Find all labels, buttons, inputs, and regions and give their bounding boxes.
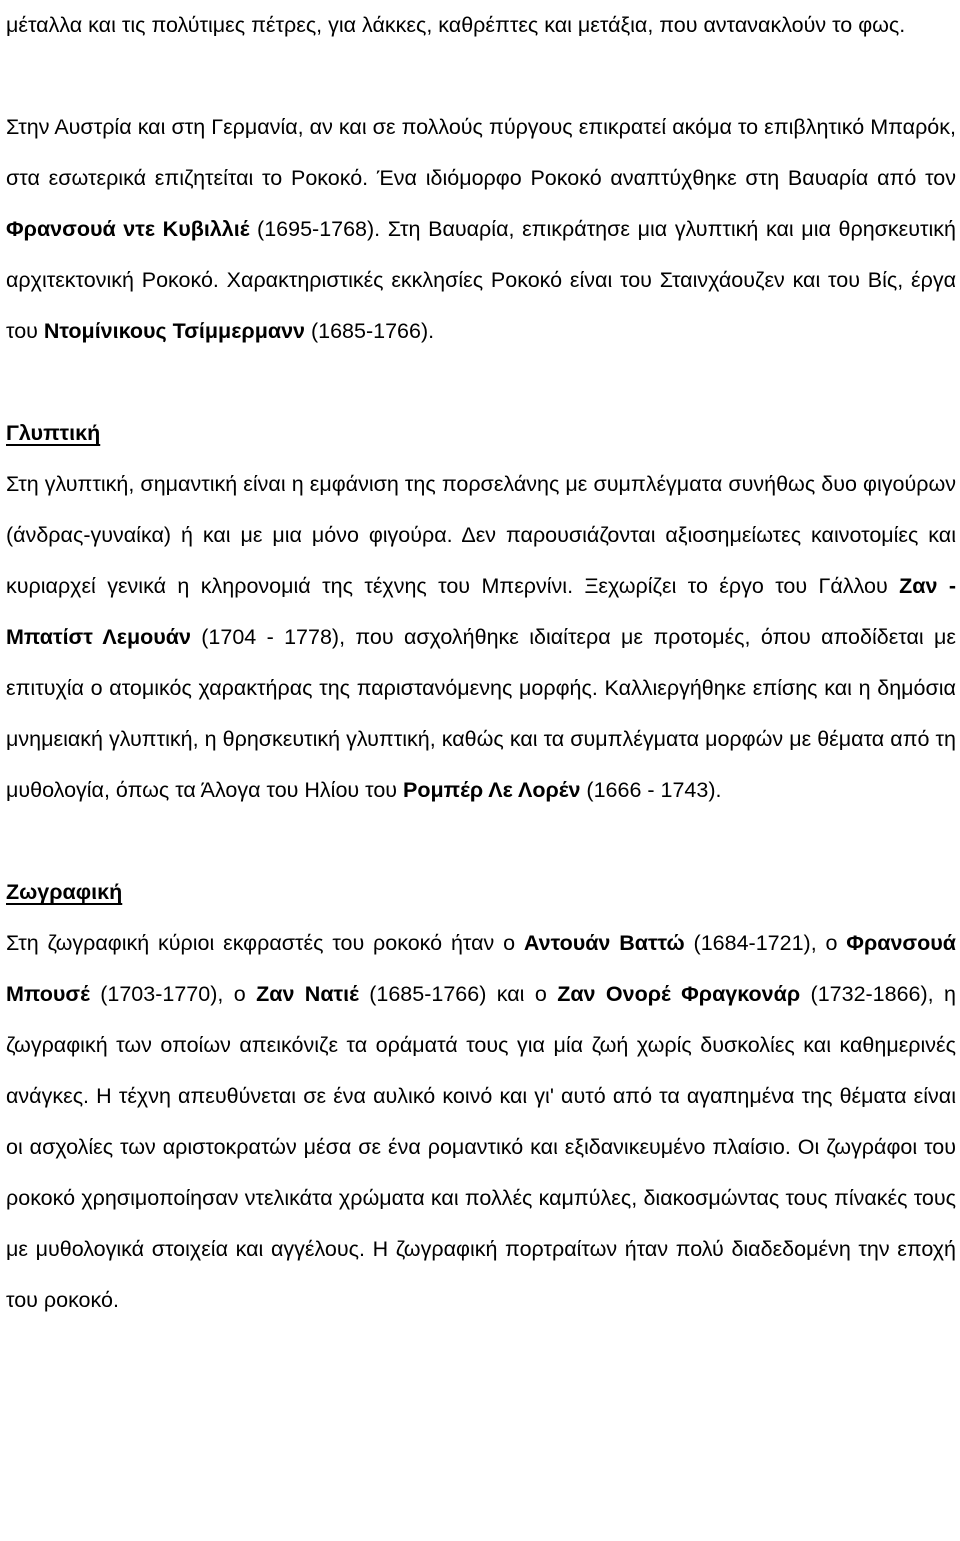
- painting-text: (1684-1721), ο: [684, 931, 847, 955]
- paragraph-spacer: [6, 816, 956, 867]
- name-fragonard: Ζαν Ονορέ Φραγκονάρ: [557, 982, 801, 1006]
- architecture-text: (1685-1766).: [305, 319, 435, 343]
- architecture-text: Στην Αυστρία και στη Γερμανία, αν και σε πολλούς πύργους επικρατεί ακόμα το επιβλητικό Μπαρόκ, στα εσωτερικά επιζητείται το Ροκοκό. Ένα ιδιόμορφο Ροκοκό αναπτύχθηκε στη Βαυαρία από τον: [6, 115, 956, 190]
- architecture-paragraph: [6, 102, 956, 357]
- name-boucher: Φρανσουά Μπουσέ: [6, 931, 956, 1006]
- sculpture-text: (1704 - 1778), που ασχολήθηκε ιδιαίτερα με προτομές, όπου αποδίδεται με επιτυχία ο ατομικός χαρακτήρας της παριστανόμενης μορφής. Καλλιεργήθηκε επίσης και η δημόσια μνημειακή γλυπτική, η θρησκευτική γλυπτική, καθώς και τα συμπλέγματα μορφών με θέματα από τη μυθολογία, όπως τα Άλογα του Ηλίου του: [6, 625, 956, 802]
- name-watteau: Αντουάν Βαττώ: [523, 931, 685, 955]
- intro-text: μέταλλα και τις πολύτιμες πέτρες, για λάκκες, καθρέπτες και μετάξια, που αντανακλούν το φως.: [6, 13, 906, 37]
- intro-paragraph: [6, 0, 956, 51]
- name-lemoyne: Ζαν - Μπατίστ Λεμουάν: [6, 574, 956, 649]
- sculpture-paragraph: [6, 459, 956, 816]
- sculpture-text: (1666 - 1743).: [580, 778, 722, 802]
- name-cuvillies: Φρανσουά ντε Κυβιλλιέ: [6, 217, 250, 241]
- painting-text: (1732-1866), η ζωγραφική των οποίων απεικόνιζε τα οράματά τους για μία ζωή χωρίς δυσκολίες και καθημερινές ανάγκες. Η τέχνη απευθύνεται σε ένα αυλικό κοινό και γι' αυτό από τα αγαπημένα της θέματα είναι οι ασχολίες των αριστοκρατών μέσα σε ένα ρομαντικό και εξιδανικευμένο πλαίσιο. Οι ζωγράφοι του ροκοκό χρησιμοποίησαν ντελικάτα χρώματα και πολλές καμπύλες, διακοσμώντας τους πίνακές τους με μυθολογικά στοιχεία και αγγέλους. Η ζωγραφική πορτραίτων ήταν πολύ διαδεδομένη την εποχή του ροκοκό.: [6, 982, 957, 1312]
- sculpture-text: Στη γλυπτική, σημαντική είναι η εμφάνιση της πορσελάνης με συμπλέγματα συνήθως δυο φιγούρων (άνδρας-γυναίκα) ή και με μια μόνο φιγούρα. Δεν παρουσιάζονται αξιοσημείωτες καινοτομίες και κυριαρχεί γενικά η κληρονομιά της τέχνης του Μπερνίνι. Ξεχωρίζει το έργο του Γάλλου: [6, 472, 956, 598]
- painting-text: Στη ζωγραφική κύριοι εκφραστές του ροκοκό ήταν ο: [6, 931, 524, 955]
- paragraph-spacer: [6, 51, 956, 102]
- name-nattier: Ζαν Νατιέ: [256, 982, 359, 1006]
- sculpture-heading: Γλυπτική: [6, 421, 101, 445]
- name-zimmermann: Ντομίνικους Τσίμμερμανν: [43, 319, 305, 343]
- document-page: [6, 0, 956, 1326]
- painting-paragraph: [6, 918, 956, 1326]
- painting-text: (1703-1770), ο: [89, 982, 257, 1006]
- architecture-text: (1695-1768). Στη Βαυαρία, επικράτησε μια γλυπτική και μια θρησκευτική αρχιτεκτονική Ροκοκό. Χαρακτηριστικές εκκλησίες Ροκοκό είναι του Σταινχάουζεν και του Βίς, έργα του: [6, 217, 957, 343]
- painting-heading: Ζωγραφική: [6, 880, 123, 904]
- name-le-lorrain: Ρομπέρ Λε Λορέν: [403, 778, 581, 802]
- painting-text: (1685-1766) και ο: [358, 982, 558, 1006]
- paragraph-spacer: [6, 357, 956, 408]
